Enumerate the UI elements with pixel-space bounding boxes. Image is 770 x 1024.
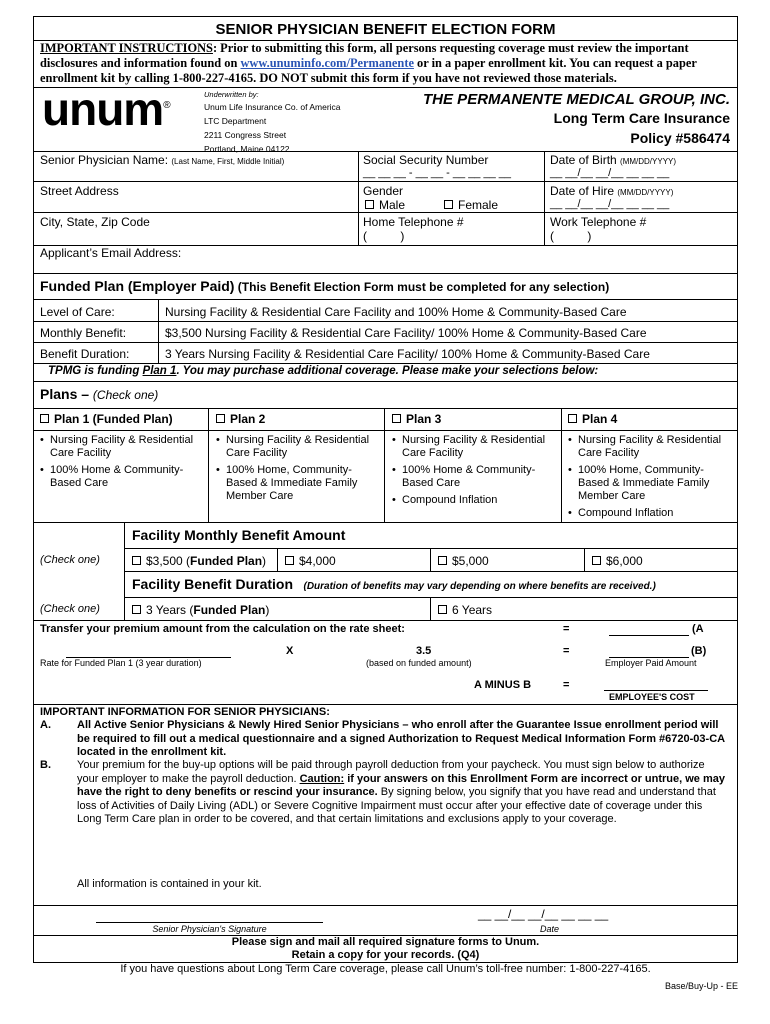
info-a-marker: A.	[40, 719, 51, 731]
underwriter-city: Portland, Maine 04122	[204, 144, 290, 154]
plan-4-checkbox[interactable]	[568, 414, 577, 423]
list-item: • Compound Inflation	[567, 507, 735, 520]
divider	[33, 430, 738, 431]
instructions-text-2: or in a paper enrollment kit. You can request a paper enrollment kit by calling 1-800-227-4165. DO NOT submit this form if you have not reviewed those materials.	[40, 56, 697, 85]
divider	[33, 408, 738, 409]
list-item: • Compound Inflation	[391, 494, 557, 507]
facility-duration-title: Facility Benefit Duration	[132, 576, 294, 592]
unum-logo	[42, 82, 170, 136]
info-title: IMPORTANT INFORMATION FOR SENIOR PHYSICIANS:	[40, 706, 330, 718]
facility-duration-heading	[132, 576, 656, 594]
info-b-text-1: Your premium for the buy-up options will be paid through payroll deduction from your paycheck. You must sign below to authorize your employer to make the payroll deduction.	[77, 759, 705, 785]
ssn-label: Social Security Number	[363, 153, 489, 167]
city-state-zip-field[interactable]: City, State, Zip Code	[40, 215, 150, 229]
divider	[584, 548, 585, 571]
caution-label: Caution:	[299, 772, 345, 785]
permanente-link[interactable]: www.unuminfo.com/Permanente	[240, 56, 414, 70]
underwriter-street: 2211 Congress Street	[204, 130, 287, 140]
signature-line[interactable]	[96, 922, 323, 923]
funding-note-text: TPMG is funding	[48, 365, 143, 377]
instructions-label: IMPORTANT INSTRUCTIONS	[40, 41, 213, 55]
dob-field[interactable]: __ __/__ __/__ __ __ __	[550, 167, 670, 179]
questions-note: If you have questions about Long Term Care coverage, please call Unum’s toll-free number: 1-800-227-4165.	[120, 963, 651, 975]
plan-2-option[interactable]	[216, 412, 265, 426]
amount-5000-checkbox[interactable]	[438, 556, 447, 565]
list-item: • Nursing Facility & Residential Care Facility	[567, 434, 735, 460]
divider	[33, 363, 738, 364]
plan-1-features	[39, 434, 205, 494]
divider	[33, 181, 738, 182]
list-item: • Nursing Facility & Residential Care Facility	[39, 434, 205, 460]
signature-label: Senior Physician's Signature	[152, 924, 267, 934]
instructions-text: : Prior to submitting this form, all persons requesting coverage must review the important disclosures and information found on	[40, 41, 689, 70]
divider	[33, 704, 738, 705]
amount-5000-label: $5,000	[452, 554, 489, 568]
divider	[124, 571, 738, 572]
amount-4000-label: $4,000	[299, 554, 336, 568]
divider	[384, 408, 385, 522]
amount-4000-checkbox[interactable]	[285, 556, 294, 565]
divider	[277, 548, 278, 571]
underwriter-name: Unum Life Insurance Co. of America	[204, 102, 341, 112]
signature-date-field[interactable]: __ __/__ __/__ __ __ __	[478, 907, 609, 921]
funding-note	[48, 365, 598, 377]
plans-heading	[40, 386, 158, 404]
funding-note-text-2: . You may purchase additional coverage. Please make your selections below:	[176, 365, 599, 377]
dob-hint: (MM/DD/YYYY)	[620, 157, 677, 166]
info-b-text-2: By signing below, you signify that you have read and understand that loss of Activities of Daily Living (ADL) or Severe Cognitive Impairment must occur after your effective date of coverage under this Long Term Care plan in order to be covered, and that certain limitations and exclusions apply to your coverage.	[77, 786, 716, 825]
equals-sign: =	[563, 645, 570, 657]
unum-logo-text: unum	[42, 83, 164, 135]
duration-6-years-checkbox[interactable]	[438, 605, 447, 614]
funded-plan-note: (This Benefit Election Form must be completed for any selection)	[234, 280, 610, 294]
facility-amount-check-label: (Check one)	[40, 554, 100, 566]
list-item: • Nursing Facility & Residential Care Facility	[215, 434, 381, 460]
info-b-text	[77, 759, 727, 827]
plan-4-label: Plan 4	[582, 412, 618, 426]
divider	[358, 151, 359, 245]
amount-a-marker: (A	[692, 623, 704, 635]
policy-number: Policy #586474	[630, 130, 730, 146]
duration-3-years-label: 3 Years (	[146, 603, 194, 617]
male-checkbox[interactable]	[365, 200, 374, 209]
facility-duration-note: (Duration of benefits may vary depending on where benefits are received.)	[303, 581, 656, 592]
duration-3-years-option[interactable]	[132, 603, 269, 617]
duration-6-years-option[interactable]	[438, 603, 492, 617]
divider	[430, 548, 431, 571]
important-instructions	[40, 41, 730, 86]
plan-1-option[interactable]	[40, 412, 173, 426]
monthly-benefit-label: Monthly Benefit:	[40, 326, 127, 340]
transfer-premium-label: Transfer your premium amount from the calculation on the rate sheet:	[40, 623, 405, 635]
plan-2-features	[215, 434, 381, 507]
work-telephone-field[interactable]: ( )	[550, 229, 592, 243]
facility-duration-check-label: (Check one)	[40, 603, 100, 615]
duration-3-years-funded: Funded Plan	[193, 603, 266, 617]
physician-name-field[interactable]	[40, 153, 284, 167]
gender-male-option[interactable]	[365, 198, 405, 212]
duration-6-years-label: 6 Years	[452, 603, 493, 617]
factor-value: 3.5	[416, 645, 432, 657]
amount-3500-option[interactable]	[132, 554, 266, 568]
divider	[430, 597, 431, 620]
amount-5000-option[interactable]	[438, 554, 489, 568]
plan-3-features	[391, 434, 557, 511]
a-minus-b-label: A MINUS B	[474, 679, 532, 691]
physician-name-label: Senior Physician Name:	[40, 153, 172, 167]
plan-3-label: Plan 3	[406, 412, 442, 426]
funding-note-plan: Plan 1	[142, 365, 177, 377]
dob-label: Date of Birth	[550, 153, 621, 167]
monthly-benefit-value: $3,500 Nursing Facility & Residential Care Facility/ 100% Home & Community-Based Care	[165, 326, 647, 340]
plan-4-option[interactable]	[568, 412, 617, 426]
mail-instructions: Please sign and mail all required signature forms to Unum.	[231, 936, 540, 948]
product-name: Long Term Care Insurance	[553, 110, 730, 126]
physician-name-hint: (Last Name, First, Middle Initial)	[171, 157, 285, 166]
info-b-marker: B.	[40, 759, 51, 771]
caution-text: if your answers on this Enrollment Form are incorrect or untrue, we may have the right to deny benefits or rescind your insurance.	[77, 772, 725, 798]
divider	[561, 408, 562, 522]
dob-label-wrap	[550, 153, 676, 167]
plan-2-checkbox[interactable]	[216, 414, 225, 423]
amount-a-line[interactable]	[609, 635, 689, 636]
amount-3500-label: $3,500 (	[146, 554, 191, 568]
employee-cost-line[interactable]	[604, 690, 708, 691]
doh-hint: (MM/DD/YYYY)	[617, 188, 674, 197]
divider	[33, 321, 738, 322]
divider	[544, 151, 545, 245]
divider	[33, 342, 738, 343]
amount-6000-label: $6,000	[606, 554, 643, 568]
level-of-care-value: Nursing Facility & Residential Care Facility and 100% Home & Community-Based Care	[165, 305, 627, 319]
form-code: Base/Buy-Up - EE	[664, 981, 738, 991]
level-of-care-label: Level of Care:	[40, 305, 115, 319]
plan-1-checkbox[interactable]	[40, 414, 49, 423]
employee-cost-label: EMPLOYEE'S COST	[609, 692, 695, 702]
amount-b-marker: (B)	[691, 645, 707, 657]
amount-6000-checkbox[interactable]	[592, 556, 601, 565]
funded-plan-heading	[40, 278, 609, 294]
doh-label-wrap	[550, 184, 673, 198]
plan-1-label: Plan 1 (Funded Plan)	[54, 412, 173, 426]
funded-plan-title: Funded Plan (Employer Paid)	[40, 278, 235, 294]
plans-note: (Check one)	[92, 388, 159, 402]
plan-3-checkbox[interactable]	[392, 414, 401, 423]
divider	[33, 522, 738, 523]
female-checkbox[interactable]	[444, 200, 453, 209]
male-label: Male	[379, 198, 406, 212]
divider	[124, 597, 738, 598]
list-item: • 100% Home, Community-Based & Immediate Family Member Care	[567, 464, 735, 503]
retain-copy-note: Retain a copy for your records. (Q4)	[291, 949, 480, 961]
home-telephone-field[interactable]: ( )	[363, 229, 405, 243]
plan-2-label: Plan 2	[230, 412, 266, 426]
divider	[33, 299, 738, 300]
registered-mark-icon: ®	[163, 100, 170, 111]
list-item: • 100% Home, Community-Based & Immediate Family Member Care	[215, 464, 381, 503]
ssn-field[interactable]: __ __ __ - __ __ - __ __ __ __	[363, 167, 512, 179]
form-title: SENIOR PHYSICIAN BENEFIT ELECTION FORM	[215, 21, 556, 38]
underwritten-by-label: Underwritten by:	[204, 90, 259, 99]
multiply-sign: X	[286, 645, 294, 657]
home-telephone-label: Home Telephone #	[363, 215, 464, 229]
divider	[33, 381, 738, 382]
list-item: • 100% Home & Community-Based Care	[391, 464, 557, 490]
benefit-duration-value: 3 Years Nursing Facility & Residential Care Facility/ 100% Home & Community-Based Care	[165, 347, 650, 361]
employer-paid-label: Employer Paid Amount	[605, 658, 697, 668]
divider	[158, 299, 159, 363]
plan-3-option[interactable]	[392, 412, 441, 426]
email-field[interactable]: Applicant’s Email Address:	[40, 246, 182, 260]
facility-amount-title: Facility Monthly Benefit Amount	[132, 527, 346, 543]
based-on-label: (based on funded amount)	[366, 658, 472, 668]
group-name: THE PERMANENTE MEDICAL GROUP, INC.	[423, 91, 730, 108]
street-address-field[interactable]: Street Address	[40, 184, 119, 198]
divider	[33, 212, 738, 213]
list-item: • 100% Home & Community-Based Care	[39, 464, 205, 490]
underwriter-block	[204, 89, 341, 156]
date-label: Date	[540, 924, 560, 934]
amount-6000-option[interactable]	[592, 554, 643, 568]
divider	[33, 151, 738, 152]
divider	[33, 620, 738, 621]
work-telephone-label: Work Telephone #	[550, 215, 647, 229]
gender-female-option[interactable]	[444, 198, 498, 212]
underwriter-dept: LTC Department	[204, 116, 267, 126]
divider	[124, 548, 738, 549]
plans-title: Plans –	[40, 386, 93, 402]
kit-note: All information is contained in your kit.	[77, 878, 262, 890]
amount-3500-checkbox[interactable]	[132, 556, 141, 565]
equals-sign: =	[563, 679, 570, 691]
divider	[33, 273, 738, 274]
doh-label: Date of Hire	[550, 184, 618, 198]
rate-label: Rate for Funded Plan 1 (3 year duration)	[40, 658, 202, 668]
amount-4000-option[interactable]	[285, 554, 336, 568]
plan-4-features	[567, 434, 735, 524]
amount-3500-funded: Funded Plan	[190, 554, 263, 568]
benefit-duration-label: Benefit Duration:	[40, 347, 130, 361]
list-item: • Nursing Facility & Residential Care Facility	[391, 434, 557, 460]
divider	[33, 905, 738, 906]
divider	[208, 408, 209, 522]
doh-field[interactable]: __ __/__ __/__ __ __ __	[550, 198, 670, 210]
info-a-text: All Active Senior Physicians & Newly Hired Senior Physicians – who enroll after the Guarantee Issue enrollment period will be required to fill out a medical questionnaire and a signed Authorization to Request Medical Information Form #6720-03-CA located in the enrollment kit.	[77, 719, 725, 758]
gender-label: Gender	[363, 184, 404, 198]
duration-3-years-checkbox[interactable]	[132, 605, 141, 614]
duration-3-years-close: )	[265, 603, 270, 617]
equals-sign: =	[563, 623, 570, 635]
female-label: Female	[458, 198, 499, 212]
amount-3500-close: )	[262, 554, 267, 568]
